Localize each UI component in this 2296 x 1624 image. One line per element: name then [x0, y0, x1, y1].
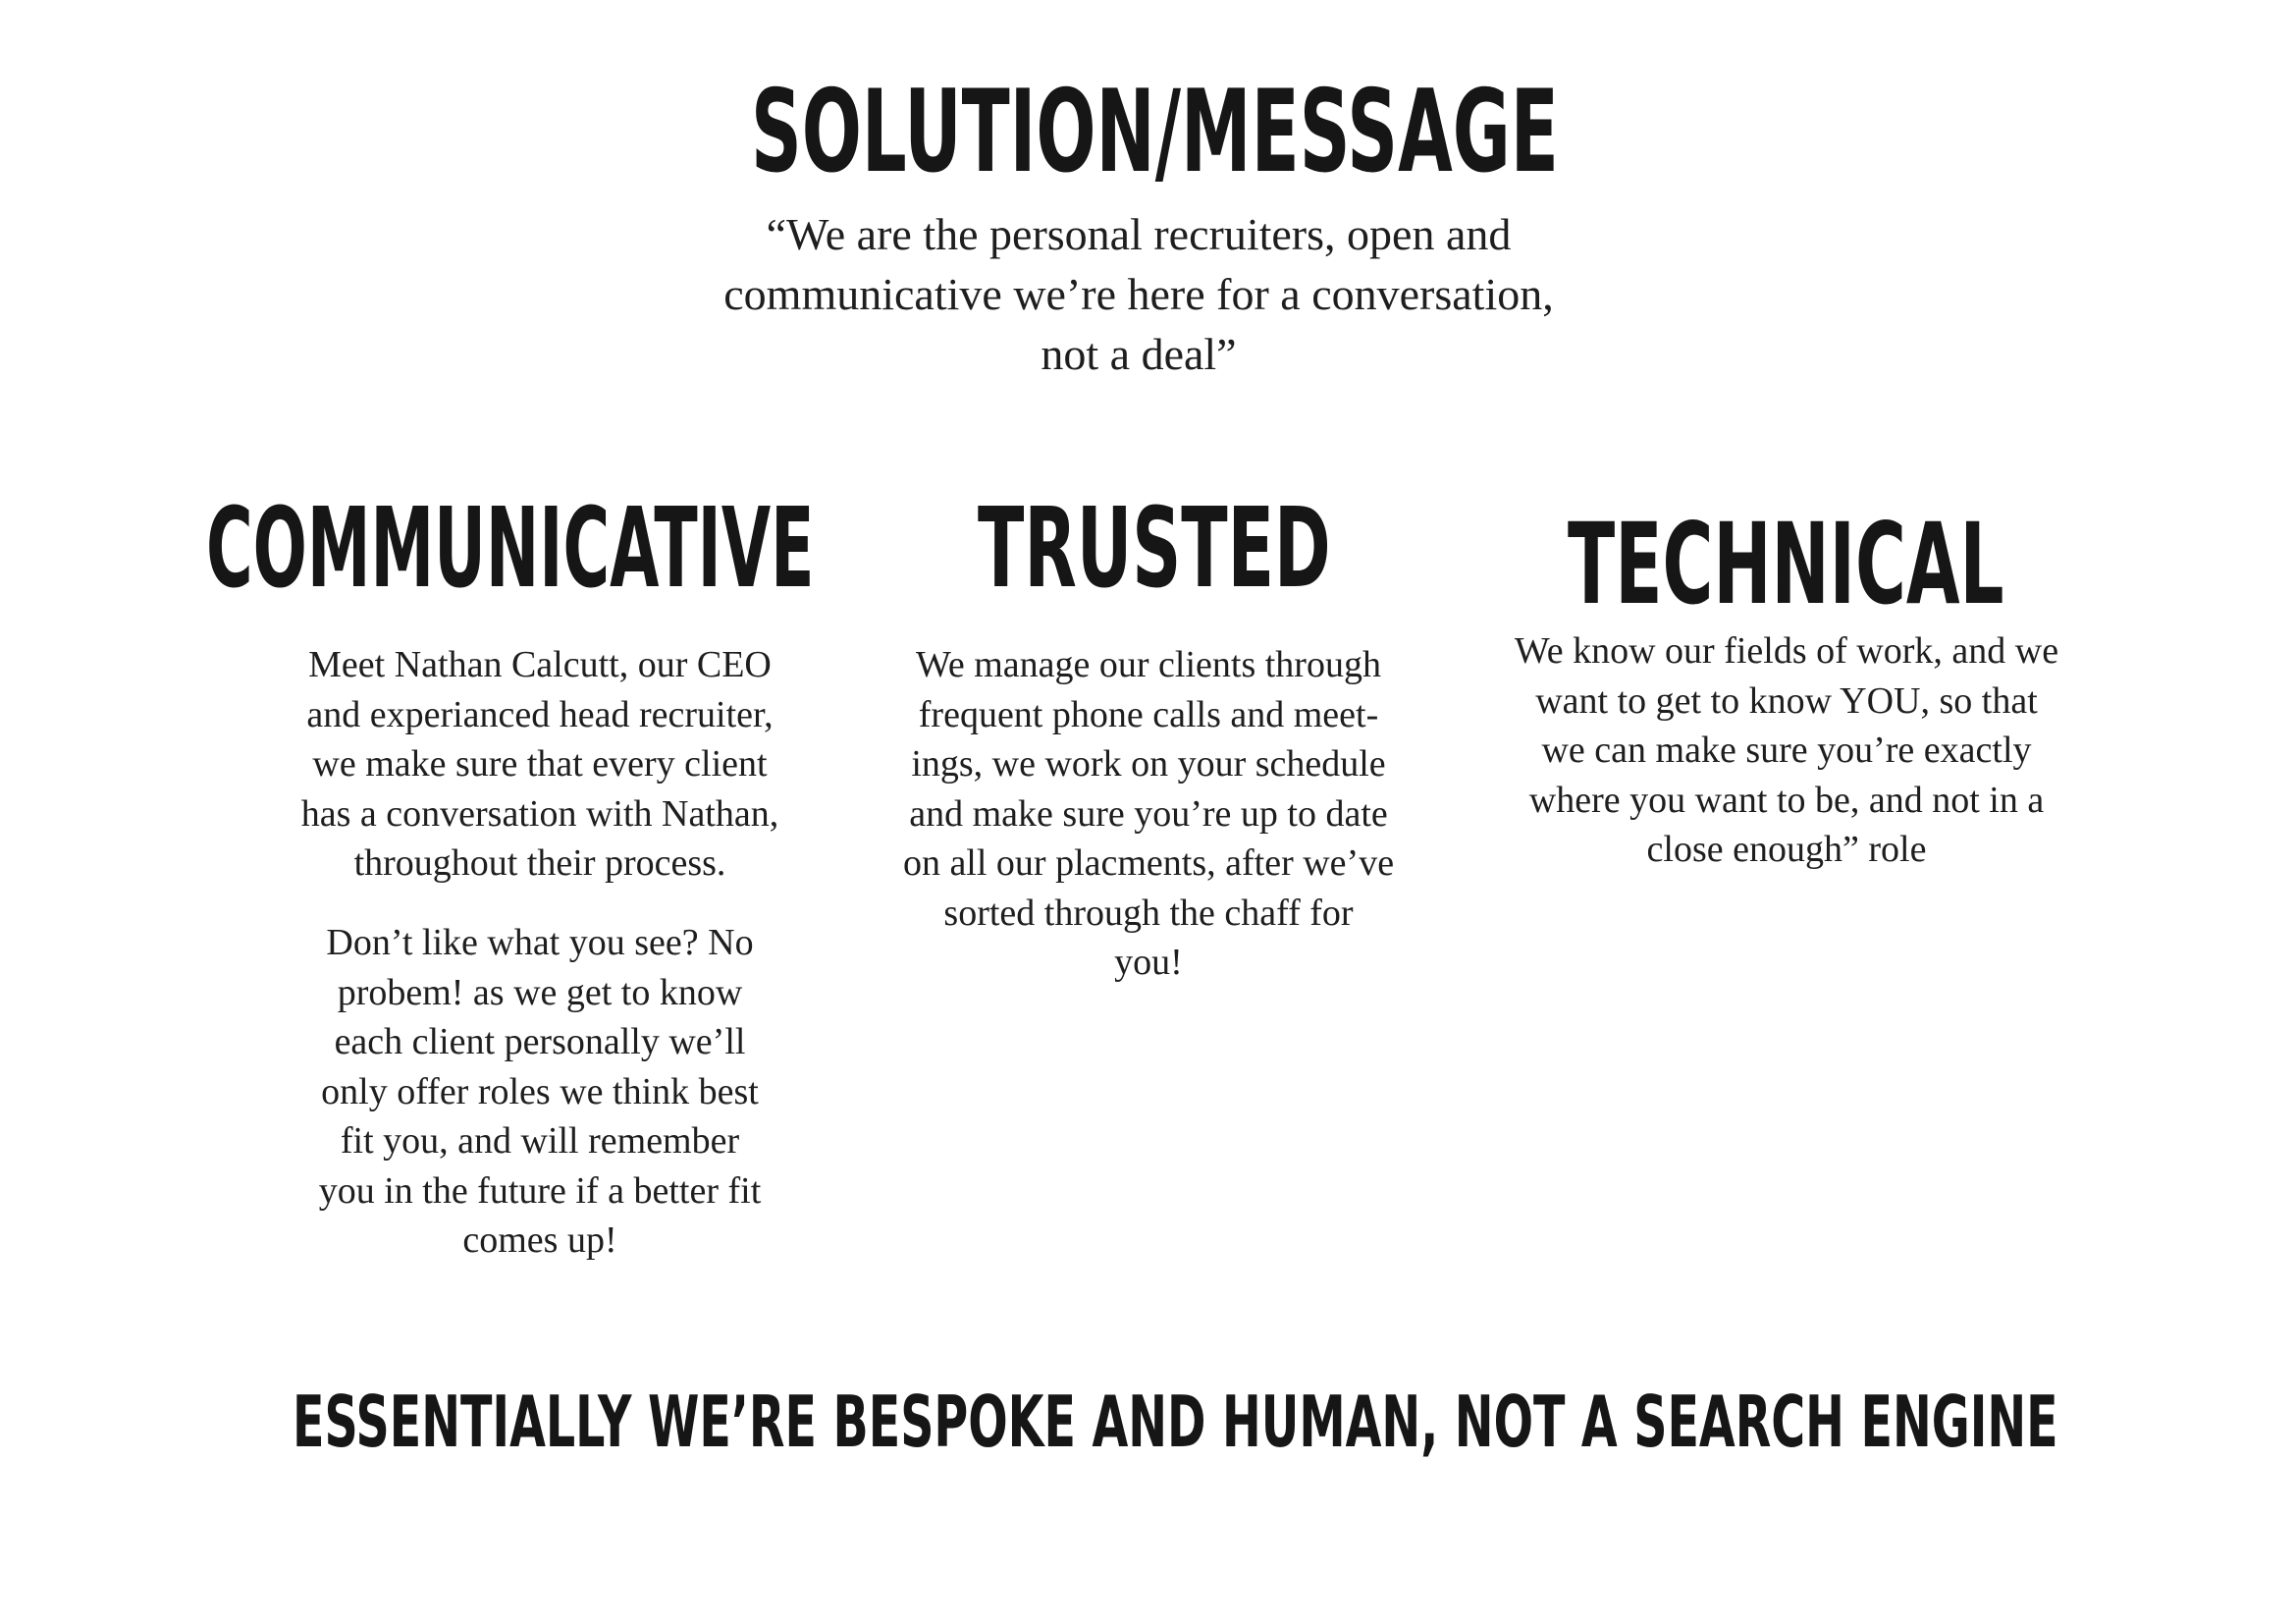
communicative-paragraph-2: Don’t like what you see? No probem! as we get to know each client personally we’ll only offer roles we think best fit you, and will remember you in the future if a better fit comes up!: [318, 922, 762, 1261]
heading-trusted: TRUSTED: [978, 485, 1331, 613]
closing-statement: ESSENTIALLY WE’RE BESPOKE AND HUMAN, NOT A SEARCH ENGINE: [293, 1380, 2058, 1463]
communicative-paragraph-1: Meet Nathan Calcutt, our CEO and experianced head recruiter, we make sure that every client has a conversation with Nathan, throughout their process.: [300, 644, 779, 884]
heading-technical: TECHNICAL: [1568, 499, 2004, 629]
page-title: SOLUTION/MESSAGE: [751, 66, 1559, 198]
heading-communicative: COMMUNICATIVE: [206, 485, 815, 613]
technical-paragraph: We know our fields of work, and we want to get to know YOU, so that we can make sure you’re exactly where you want to be, and not in a close enough” role: [1514, 630, 2059, 870]
trusted-paragraph: We manage our clients through frequent phone calls and meet- ings, we work on your schedule and make sure you’re up to date on all our placments, after we’ve sorted through the chaff for you!: [902, 644, 1395, 983]
tagline-quote: “We are the personal recruiters, open and communicative we’re here for a conversation, not a deal”: [723, 209, 1554, 379]
